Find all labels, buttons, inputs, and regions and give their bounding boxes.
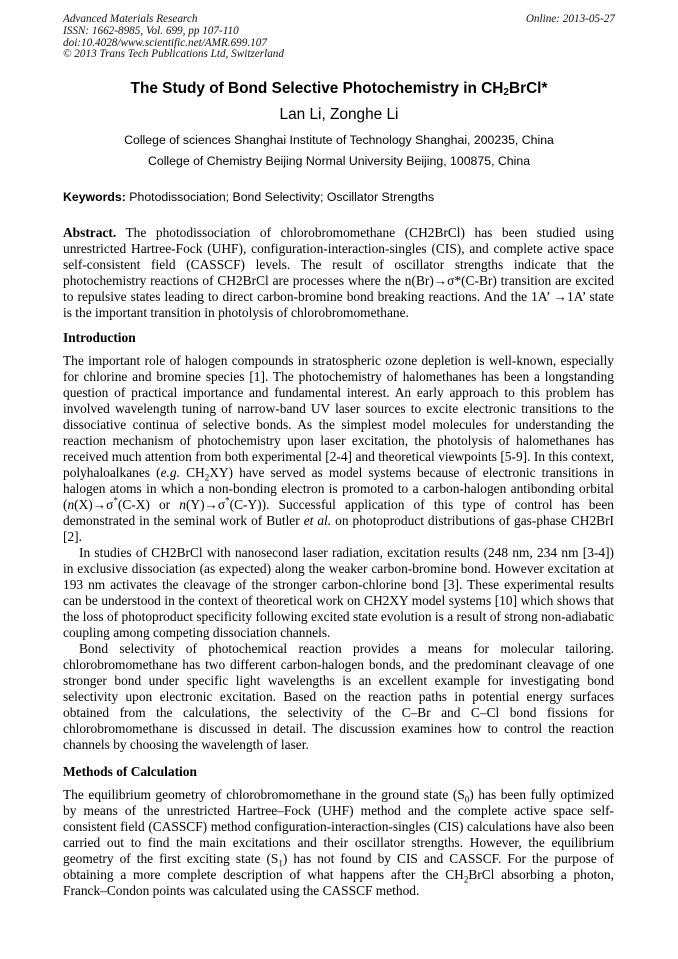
abstract [63, 225, 614, 321]
intro-paragraph-2: In studies of CH2BrCl with nanosecond laser radiation, excitation results (248 nm, 234 nm [3-4]) in exclusive dissociation (as expected) along the weaker carbon-bromine bond. However excitation at 193 nm activates the cleavage of the stronger carbon-chlorine bond [3]. These experimental results can be understood in the context of theoretical work on CH2XY model systems [10] which shows that the loss of photoproduct specificity following excited state evolution is a result of strong non-adiabatic coupling among competing dissociation channels. [63, 545, 614, 640]
methods-paragraph-1: The equilibrium geometry of chlorobromomethane in the ground state $(S_0)$ has been fully optimized by means of the unrestricted Hartree–Fock (UHF) method and the complete active space self-consistent field (CASSCF) method configuration-interaction-singles (CIS) calculations have also been carried out to find the main excitations and their oscillator strengths. However, the equilibrium geometry of the first exciting state $(S_1)$ has not found by CIS and CASSCF. For the purpose of obtaining a more complete description of what happens after the $CH_2BrCl$ absorbing a photon, Franck–Condon points was calculated using the CASSCF method. [63, 787, 615, 898]
title-suffix: BrCl* [508, 80, 548, 97]
journal-name: Advanced Materials Research [63, 13, 198, 25]
online-date: Online: 2013-05-27 [525, 13, 615, 25]
introduction-heading: Introduction [63, 330, 136, 345]
methods-body [63, 787, 614, 899]
keywords [63, 190, 434, 204]
journal-header [63, 14, 284, 61]
copyright-line: © 2013 Trans Tech Publications Ltd, Switzerland [63, 48, 284, 61]
abstract-text: The photodissociation of chlorobromomethane (CH2BrCl) has been studied using unrestricted Hartree-Fock (UHF), configuration-interaction-singles (CIS), and complete active space self-consistent field (CASSCF) levels. The result of oscillator strengths indicate that the photochemistry reactions of CH2BrCl are processes where the n(Br)→σ*(C-Br) transition are excited to repulsive states leading to direct carbon-bromine bond breaking reactions. And the 1A’ →1A’ state is the important transition in photolysis of chlorobromomethane. [63, 225, 614, 320]
affiliation-1: College of sciences Shanghai Institute of Technology Shanghai, 200235, China [124, 133, 554, 147]
keywords-text: Photodissociation; Bond Selectivity; Oscillator Strengths [125, 190, 435, 204]
title-subscript: 2 [503, 87, 509, 98]
paper-title [0, 80, 678, 98]
title-text: The Study of Bond Selective Photochemistry in CH [130, 80, 504, 97]
authors: Lan Li, Zonghe Li [279, 106, 399, 123]
doi-line: doi:10.4028/www.scientific.net/AMR.699.107 [63, 36, 267, 49]
methods-heading: Methods of Calculation [63, 764, 197, 779]
keywords-label: Keywords: [63, 190, 126, 204]
introduction-body [63, 353, 614, 753]
intro-paragraph-1: The important role of halogen compounds in stratospheric ozone depletion is well-known, especially for chlorine and bromine species [1]. The photochemistry of halomethanes has been a longstanding question of practical importance and fundamental interest. An early approach to this problem has involved wavelength tuning of narrow-band UV laser sources to excite electronic transitions to the dissociative continua of selective bonds. As the simplest model molecules for understanding the reaction mechanism of photochemistry upon laser excitation, the photolysis of halomethanes has received much attention from both experimental [2-4] and theoretical viewpoints [5-9]. In this context, polyhaloalkanes (e.g. $CH_2XY$) have served as model systems because of electronic transitions in halogen atoms in which a non-bonding electron is promoted to a carbon-halogen antibonding orbital (n(X)→σ*(C-X) or n(Y)→σ*(C-Y)). Successful application of this type of control has been demonstrated in the seminal work of Butler et al. on photoproduct distributions of gas-phase CH2BrI [2]. [63, 353, 615, 544]
intro-paragraph-3: Bond selectivity of photochemical reaction provides a means for molecular tailoring. chlorobromomethane has two different carbon-halogen bonds, and the predominant cleavage of one stronger bond under specific light wavelengths is an excellent example for investigating bond selectivity upon electronic excitation. Based on the reaction paths in potential energy surfaces obtained from the calculations, the selectivity of the C–Br and C–Cl bond fissions for chlorobromomethane is discussed in detail. The discussion examines how to control the reaction channels by choosing the wavelength of laser. [63, 641, 614, 752]
abstract-label: Abstract. [63, 225, 117, 240]
issn-line: ISSN: 1662-8985, Vol. 699, pp 107-110 [63, 24, 239, 37]
affiliation-2: College of Chemistry Beijing Normal University Beijing, 100875, China [147, 154, 531, 168]
